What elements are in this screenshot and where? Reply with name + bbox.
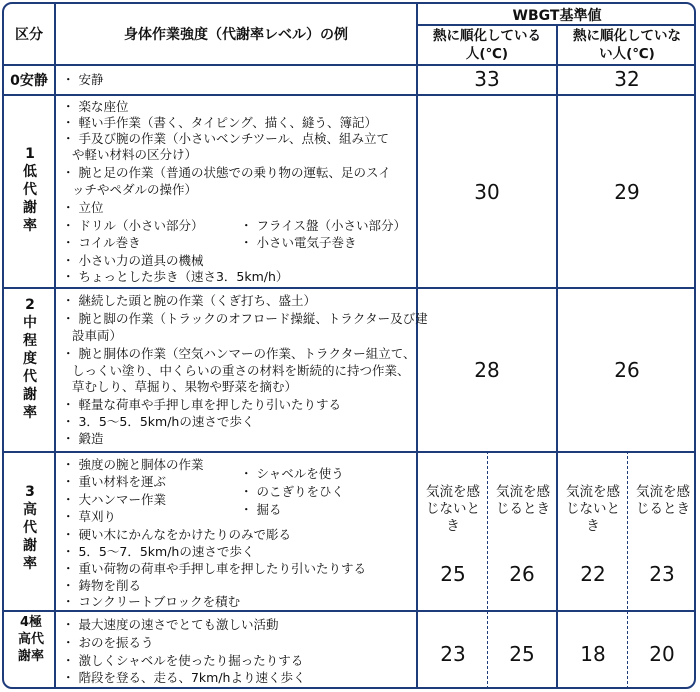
row2-item: 設車両）	[72, 328, 123, 343]
rule-row3-bottom	[2, 610, 696, 612]
row2-value-acclimatized: 28	[474, 358, 500, 382]
row1-item: や軽い材料の区分け）	[72, 147, 198, 162]
row1-item: ッチやペダルの操作）	[72, 182, 198, 197]
row0-value-acclimatized: 33	[474, 67, 500, 91]
row3-value: 26	[509, 562, 535, 586]
row3-item: ・ 強度の腕と胴体の作業	[62, 457, 204, 472]
rule-value-col	[556, 24, 558, 689]
row1-value-acclimatized: 30	[474, 180, 500, 204]
row3-item: ・ 鋳物を削る	[62, 578, 141, 593]
row3-category: 3高代謝率	[23, 484, 37, 572]
row1-category: 1低代謝率	[23, 146, 37, 234]
row3-item: ・ 草刈り	[62, 509, 116, 524]
row1-pair-right: ・ フライス盤（小さい部分）	[240, 218, 406, 233]
row4-item: ・ おのを振るう	[62, 635, 154, 650]
row4-value: 20	[649, 642, 675, 666]
row1-value-not-acclimatized: 29	[614, 180, 640, 204]
row4-category: 4極高代謝率	[17, 615, 44, 664]
row2-item: ・ 軽量な荷車や手押し車を押したり引いたりする	[62, 397, 341, 412]
row4-value: 23	[440, 642, 466, 666]
row2-item: ・ 腕と脚の作業（トラックのオフロード操縦、トラクター及び建	[62, 311, 428, 326]
header-wbgt: WBGT基準値	[512, 8, 602, 24]
row3-value: 23	[649, 562, 675, 586]
row1-pair-left: ・ コイル巻き	[62, 235, 141, 250]
row2-value-not-acclimatized: 26	[614, 358, 640, 382]
row2-item: しっくい塗り、中くらいの重さの材料を断続的に持つ作業、	[72, 363, 410, 378]
row0-item: ・ 安静	[62, 72, 104, 87]
row3-wind-label: 気流を感じないとき	[426, 484, 480, 534]
row4-item: ・ 激しくシャベルを使ったり掘ったりする	[62, 653, 304, 668]
row3-item: ・ 硬い木にかんなをかけたりのみで彫る	[62, 527, 291, 542]
row0-value-not-acclimatized: 32	[614, 67, 640, 91]
row1-item: ・ 小さい力の道具の機械	[62, 253, 204, 268]
row0-category: 0安静	[10, 73, 48, 89]
row1-pair-right: ・ 小さい電気子巻き	[240, 235, 357, 250]
row3-value: 25	[440, 562, 466, 586]
row1-item: ・ ちょっとした歩き（速さ3．5km/h）	[62, 269, 289, 284]
row3-wind-label: 気流を感じないとき	[566, 484, 620, 534]
row3-wind-label: 気流を感じるとき	[636, 484, 690, 517]
rule-row1-bottom	[2, 287, 696, 289]
header-not-acclimatized: 熱に順化していない人(℃)	[573, 28, 681, 62]
row2-category: 2中程度代謝率	[23, 297, 37, 421]
row4-item: ・ 階段を登る、走る、7km/hより速く歩く	[62, 670, 306, 685]
row3-wind-label: 気流を感じるとき	[496, 484, 550, 517]
row2-item: 草むしり、草掘り、果物や野菜を摘む）	[72, 379, 298, 394]
row3-item: ・ 重い荷物の荷車や手押し車を押したり引いたりする	[62, 561, 366, 576]
rule-category-col	[54, 2, 56, 689]
row3-item: ・ 重い材料を運ぶ	[62, 474, 166, 489]
rule-row0-bottom	[2, 94, 696, 96]
header-category: 区分	[15, 27, 43, 43]
row4-value: 18	[580, 642, 606, 666]
row3-item: ・ コンクリートブロックを積む	[62, 594, 241, 609]
row1-item: ・ 立位	[62, 200, 104, 215]
row1-item: ・ 手及び腕の作業（小さいベンチツール、点検、組み立て	[62, 131, 389, 146]
row3-side-item: ・ シャベルを使う	[240, 466, 344, 481]
row1-item: ・ 楽な座位	[62, 99, 129, 114]
row4-item: ・ 最大速度の速さでとても激しい活動	[62, 617, 279, 632]
row3-side-item: ・ 掘る	[240, 502, 282, 517]
row3-value: 22	[580, 562, 606, 586]
row3-side-item: ・ のこぎりをひく	[240, 484, 344, 499]
header-example: 身体作業強度（代謝率レベル）の例	[124, 27, 348, 43]
row1-item: ・ 腕と足の作業（普通の状態での乗り物の運転、足のスイ	[62, 165, 391, 180]
row1-item: ・ 軽い手作業（書く、タイピング、描く、縫う、簿記）	[62, 115, 377, 130]
row2-item: ・ 腕と胴体の作業（空気ハンマーの作業、トラクター組立て、	[62, 346, 416, 361]
row2-item: ・ 3．5～5．5km/hの速さで歩く	[62, 414, 255, 429]
row2-item: ・ 鍛造	[62, 431, 104, 446]
rule-header-bottom	[2, 64, 696, 66]
row3-item: ・ 大ハンマー作業	[62, 492, 166, 507]
row2-item: ・ 継続した頭と腕の作業（くぎ打ち、盛土）	[62, 293, 316, 308]
row3-item: ・ 5．5～7．5km/hの速さで歩く	[62, 544, 255, 559]
rule-row2-bottom	[2, 451, 696, 453]
row1-pair-left: ・ ドリル（小さい部分）	[62, 218, 204, 233]
header-acclimatized: 熱に順化している人(℃)	[433, 28, 541, 62]
row4-value: 25	[509, 642, 535, 666]
